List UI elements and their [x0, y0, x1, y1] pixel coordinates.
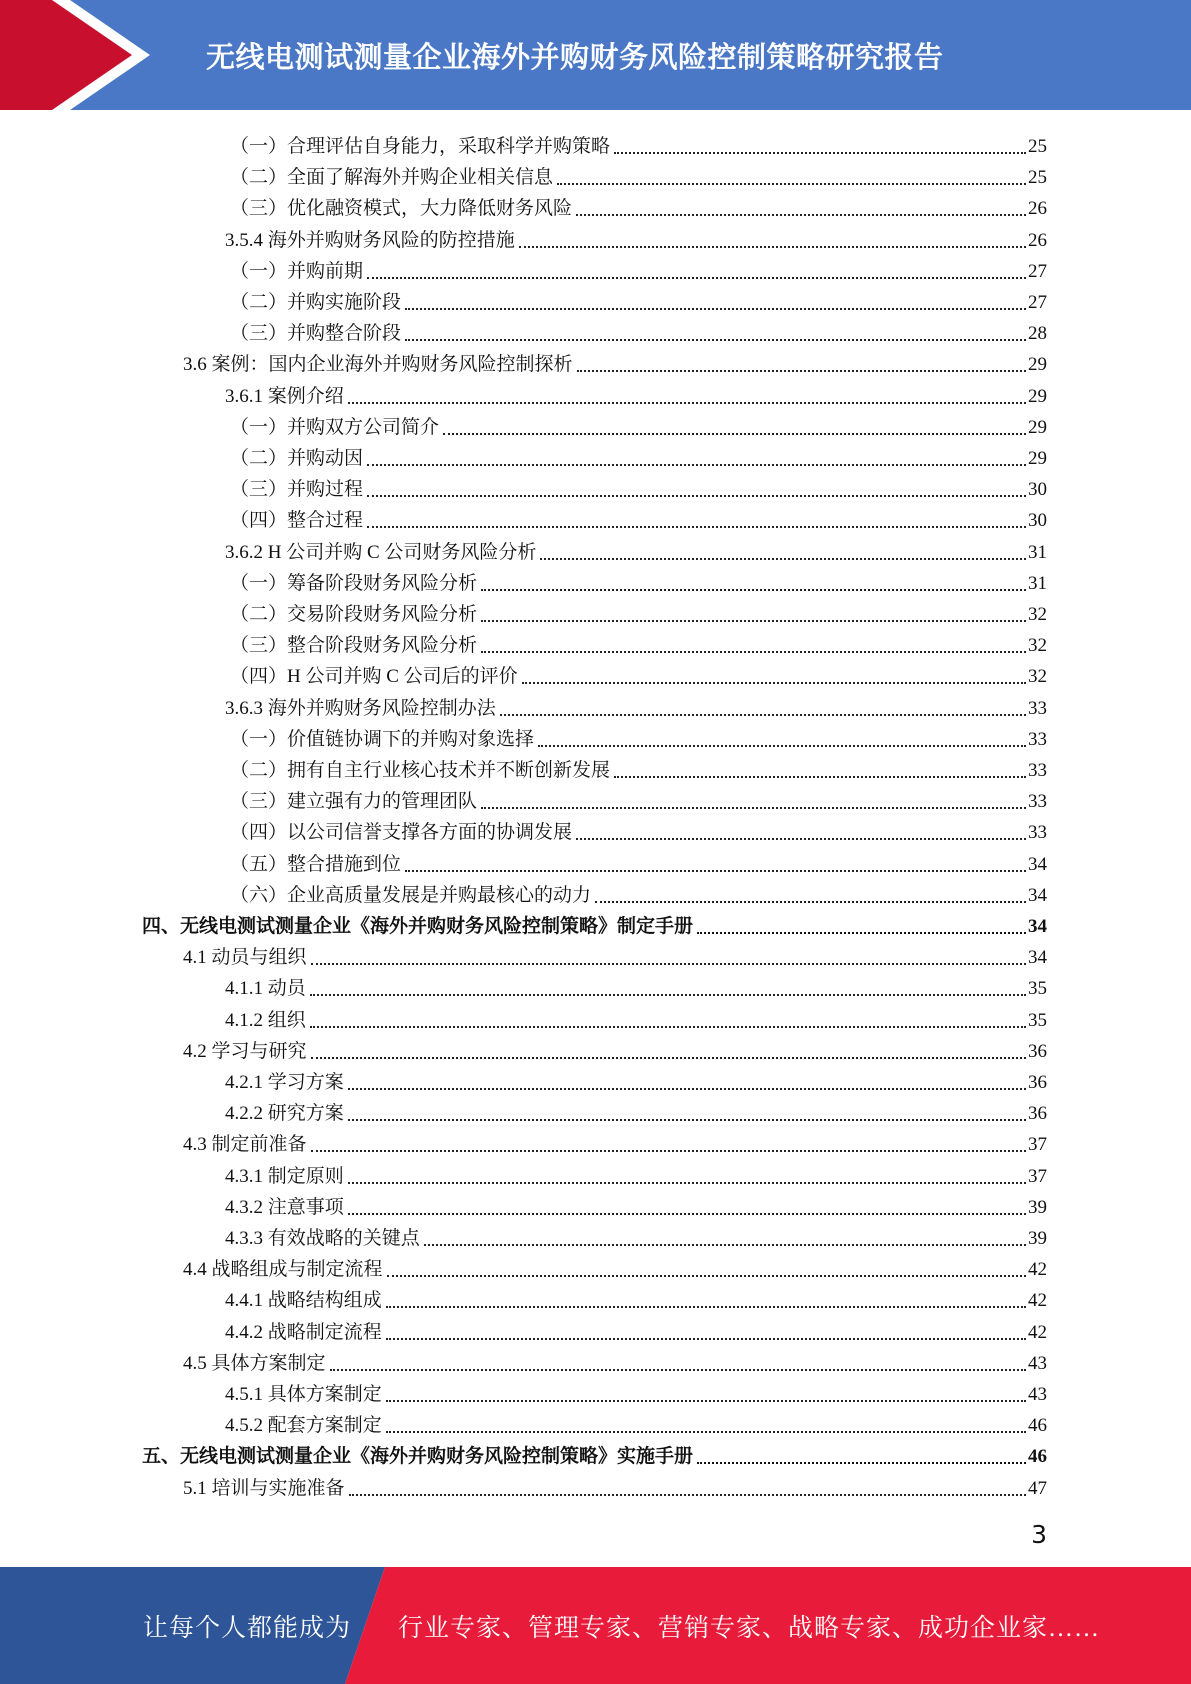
toc-entry-page: 36: [1028, 1103, 1047, 1125]
toc-entry-page: 37: [1028, 1134, 1047, 1156]
toc-entry-page: 47: [1028, 1477, 1047, 1499]
toc-entry[interactable]: [230, 440, 1047, 471]
toc-entry[interactable]: [230, 502, 1047, 533]
toc-entry-title: 3.6.1 案例介绍: [225, 385, 344, 407]
toc-dot-leader: [481, 651, 1026, 653]
toc-entry-page: 27: [1028, 292, 1047, 313]
toc-entry[interactable]: [183, 1470, 1047, 1501]
toc-dot-leader: [310, 1026, 1026, 1028]
toc-entry-page: 34: [1028, 884, 1047, 906]
toc-dot-leader: [386, 1306, 1026, 1308]
toc-entry[interactable]: [230, 315, 1047, 346]
toc-entry-title: 4.5.2 配套方案制定: [225, 1415, 382, 1437]
toc-entry[interactable]: [230, 471, 1047, 502]
toc-entry-title: （一）并购前期: [230, 260, 364, 282]
toc-dot-leader: [576, 838, 1026, 840]
toc-entry-title: 4.3 制定前准备: [183, 1134, 307, 1156]
toc-entry[interactable]: [225, 1064, 1047, 1095]
toc-entry-title: （一）合理评估自身能力，采取科学并购策略: [230, 136, 611, 157]
toc-entry-title: （一）价值链协调下的并购对象选择: [230, 728, 535, 750]
toc-entry[interactable]: [142, 1438, 1047, 1469]
toc-dot-leader: [557, 183, 1026, 185]
toc-entry[interactable]: [230, 877, 1047, 908]
toc-entry[interactable]: [183, 1033, 1047, 1064]
toc-entry-page: 32: [1028, 666, 1047, 688]
toc-entry-title: 3.5.4 海外并购财务风险的防控措施: [225, 229, 515, 251]
toc-entry[interactable]: [230, 814, 1047, 845]
toc-dot-leader: [481, 589, 1026, 591]
toc-dot-leader: [577, 370, 1026, 372]
toc-entry-title: 4.1.2 组织: [225, 1009, 306, 1031]
toc-dot-leader: [386, 1431, 1026, 1433]
toc-dot-leader: [386, 1400, 1026, 1402]
toc-dot-leader: [348, 1119, 1026, 1121]
toc-entry[interactable]: [230, 658, 1047, 689]
toc-entry-page: 33: [1028, 760, 1047, 781]
toc-entry-title: （一）并购双方公司简介: [230, 416, 440, 438]
toc-entry[interactable]: [230, 752, 1047, 783]
toc-entry[interactable]: [230, 627, 1047, 658]
toc-entry-title: （四）以公司信誉支撑各方面的协调发展: [230, 822, 573, 844]
toc-entry-page: 33: [1028, 822, 1047, 844]
toc-dot-leader: [522, 682, 1026, 684]
toc-entry[interactable]: [230, 190, 1047, 221]
toc-entry[interactable]: [230, 565, 1047, 596]
toc-dot-leader: [367, 526, 1026, 528]
toc-entry-page: 34: [1028, 853, 1047, 875]
toc-dot-leader: [519, 246, 1026, 248]
toc-entry[interactable]: [230, 159, 1047, 190]
document-title: 无线电测试测量企业海外并购财务风险控制策略研究报告: [206, 39, 944, 74]
toc-entry-page: 33: [1028, 697, 1047, 719]
toc-entry-page: 31: [1028, 572, 1047, 594]
toc-entry[interactable]: [225, 1220, 1047, 1251]
toc-entry-page: 31: [1028, 541, 1047, 563]
toc-entry[interactable]: [225, 1002, 1047, 1033]
toc-entry-title: （三）整合阶段财务风险分析: [230, 635, 478, 657]
toc-entry[interactable]: [225, 970, 1047, 1001]
toc-dot-leader: [348, 1182, 1026, 1184]
toc-entry-title: 5.1 培训与实施准备: [183, 1477, 345, 1499]
toc-entry-page: 30: [1028, 479, 1047, 501]
toc-entry-page: 32: [1028, 635, 1047, 657]
toc-entry[interactable]: [183, 1345, 1047, 1376]
toc-dot-leader: [311, 1057, 1026, 1059]
toc-entry-page: 29: [1028, 448, 1047, 469]
toc-dot-leader: [481, 807, 1026, 809]
toc-dot-leader: [367, 277, 1026, 279]
toc-entry-page: 30: [1028, 510, 1047, 532]
toc-entry-title: （六）企业高质量发展是并购最核心的动力: [230, 884, 592, 906]
toc-dot-leader: [405, 870, 1026, 872]
toc-entry-title: 4.1 动员与组织: [183, 947, 307, 969]
toc-entry[interactable]: [225, 1314, 1047, 1345]
toc-entry-title: （三）优化融资模式，大力降低财务风险: [230, 198, 573, 220]
toc-entry-page: 46: [1028, 1446, 1047, 1468]
toc-entry-title: （二）拥有自主行业核心技术并不断创新发展: [230, 760, 611, 781]
page-number: 3: [1031, 1520, 1047, 1549]
toc-entry-page: 46: [1028, 1415, 1047, 1437]
toc-entry-title: 五、无线电测试测量企业《海外并购财务风险控制策略》实施手册: [142, 1446, 694, 1468]
toc-entry-page: 36: [1028, 1072, 1047, 1093]
toc-entry-page: 27: [1028, 260, 1047, 282]
toc-entry-page: 29: [1028, 354, 1047, 376]
toc-entry-title: （二）交易阶段财务风险分析: [230, 604, 478, 625]
toc-entry-title: （四）H 公司并购 C 公司后的评价: [230, 666, 518, 688]
toc-entry-page: 39: [1028, 1196, 1047, 1218]
toc-dot-leader: [386, 1338, 1026, 1340]
toc-entry-title: （二）并购动因: [230, 448, 364, 469]
toc-entry-page: 39: [1028, 1228, 1047, 1249]
toc-entry[interactable]: [225, 1376, 1047, 1407]
toc-entry-title: 4.3.2 注意事项: [225, 1196, 344, 1218]
toc-dot-leader: [614, 776, 1026, 778]
toc-entry[interactable]: [142, 908, 1047, 939]
toc-entry-title: 4.3.1 制定原则: [225, 1165, 344, 1187]
toc-entry-page: 29: [1028, 416, 1047, 438]
toc-dot-leader: [349, 1494, 1026, 1496]
toc-dot-leader: [538, 745, 1026, 747]
toc-dot-leader: [367, 464, 1026, 466]
toc-entry-page: 43: [1028, 1384, 1047, 1405]
toc-entry[interactable]: [225, 1189, 1047, 1220]
toc-dot-leader: [405, 308, 1026, 310]
toc-dot-leader: [697, 932, 1026, 934]
toc-entry-page: 35: [1028, 1009, 1047, 1031]
footer-band: [0, 1567, 1191, 1684]
toc-entry-title: 4.1.1 动员: [225, 978, 306, 1000]
toc-entry-title: 4.4.2 战略制定流程: [225, 1321, 382, 1343]
toc-entry[interactable]: [183, 1126, 1047, 1157]
toc-entry-title: 3.6.3 海外并购财务风险控制办法: [225, 697, 496, 719]
toc-entry[interactable]: [225, 690, 1047, 721]
toc-entry[interactable]: [230, 284, 1047, 315]
toc-entry-title: （二）全面了解海外并购企业相关信息: [230, 167, 554, 189]
toc-entry[interactable]: [225, 1407, 1047, 1438]
toc-dot-leader: [614, 152, 1026, 154]
toc-entry-page: 32: [1028, 604, 1047, 625]
toc-dot-leader: [540, 558, 1026, 560]
toc-entry-title: 4.5 具体方案制定: [183, 1352, 326, 1374]
toc-entry-title: （三）并购整合阶段: [230, 323, 402, 345]
toc-entry-page: 25: [1028, 136, 1047, 157]
toc-dot-leader: [348, 402, 1026, 404]
toc-dot-leader: [576, 214, 1026, 216]
toc-dot-leader: [310, 994, 1026, 996]
toc-dot-leader: [424, 1244, 1026, 1246]
toc-entry-page: 26: [1028, 198, 1047, 220]
toc-entry-page: 37: [1028, 1165, 1047, 1187]
toc-dot-leader: [500, 714, 1026, 716]
toc-dot-leader: [595, 901, 1026, 903]
toc-dot-leader: [697, 1462, 1026, 1464]
toc-entry[interactable]: [230, 253, 1047, 284]
toc-entry-page: 42: [1028, 1321, 1047, 1343]
toc-entry-title: 3.6.2 H 公司并购 C 公司财务风险分析: [225, 541, 537, 563]
toc-entry-title: 4.2.2 研究方案: [225, 1103, 344, 1125]
toc-entry[interactable]: [225, 378, 1047, 409]
toc-entry-title: （三）并购过程: [230, 479, 364, 501]
toc-entry[interactable]: [183, 1251, 1047, 1282]
toc-entry-title: 4.4 战略组成与制定流程: [183, 1259, 383, 1281]
toc-entry-page: 26: [1028, 229, 1047, 251]
toc-entry-title: 3.6 案例：国内企业海外并购财务风险控制探析: [183, 354, 573, 376]
toc-entry-page: 25: [1028, 167, 1047, 189]
toc-entry-page: 36: [1028, 1040, 1047, 1062]
toc-entry-title: （五）整合措施到位: [230, 853, 402, 875]
toc-entry[interactable]: [230, 596, 1047, 627]
toc-entry-title: （二）并购实施阶段: [230, 292, 402, 313]
toc-dot-leader: [348, 1088, 1026, 1090]
toc-entry-title: 四、无线电测试测量企业《海外并购财务风险控制策略》制定手册: [142, 916, 694, 937]
toc-entry-page: 34: [1028, 947, 1047, 969]
toc-entry-title: （一）筹备阶段财务风险分析: [230, 572, 478, 594]
toc-entry-page: 42: [1028, 1290, 1047, 1312]
toc-dot-leader: [405, 339, 1026, 341]
toc-entry[interactable]: [230, 721, 1047, 752]
toc-entry-title: 4.2 学习与研究: [183, 1040, 307, 1062]
toc-dot-leader: [367, 495, 1026, 497]
toc-entry-page: 34: [1028, 916, 1047, 937]
toc-entry[interactable]: [225, 1158, 1047, 1189]
toc-entry-title: （三）建立强有力的管理团队: [230, 791, 478, 813]
toc-entry[interactable]: [225, 1282, 1047, 1313]
toc-entry-title: 4.5.1 具体方案制定: [225, 1384, 382, 1405]
footer-slogan-left: 让每个人都能成为: [143, 1614, 352, 1642]
toc-entry-page: 29: [1028, 385, 1047, 407]
toc-entry[interactable]: [230, 128, 1047, 159]
toc-dot-leader: [348, 1213, 1026, 1215]
toc-entry[interactable]: [183, 939, 1047, 970]
toc-entry-page: 43: [1028, 1352, 1047, 1374]
header-band: [0, 0, 1191, 110]
toc-entry[interactable]: [230, 846, 1047, 877]
toc-entry[interactable]: [183, 346, 1047, 377]
toc-entry-page: 42: [1028, 1259, 1047, 1281]
toc-dot-leader: [330, 1369, 1026, 1371]
toc-entry-title: （四）整合过程: [230, 510, 364, 532]
toc-dot-leader: [387, 1275, 1026, 1277]
toc-entry-page: 35: [1028, 978, 1047, 1000]
footer-slogan-right: 行业专家、管理专家、营销专家、战略专家、成功企业家……: [398, 1614, 1101, 1642]
toc-entry-page: 33: [1028, 791, 1047, 813]
toc-entry-title: 4.4.1 战略结构组成: [225, 1290, 382, 1312]
toc-entry-title: 4.3.3 有效战略的关键点: [225, 1228, 420, 1249]
toc-entry-page: 33: [1028, 728, 1047, 750]
toc-entry[interactable]: [225, 1095, 1047, 1126]
toc-dot-leader: [311, 1150, 1026, 1152]
toc-entry[interactable]: [230, 409, 1047, 440]
toc-entry-title: 4.2.1 学习方案: [225, 1072, 344, 1093]
toc-entry[interactable]: [230, 783, 1047, 814]
toc-dot-leader: [443, 433, 1026, 435]
toc-entry[interactable]: [225, 222, 1047, 253]
toc-dot-leader: [311, 963, 1026, 965]
toc-dot-leader: [481, 620, 1026, 622]
toc-entry[interactable]: [225, 534, 1047, 565]
toc-entry-page: 28: [1028, 323, 1047, 345]
